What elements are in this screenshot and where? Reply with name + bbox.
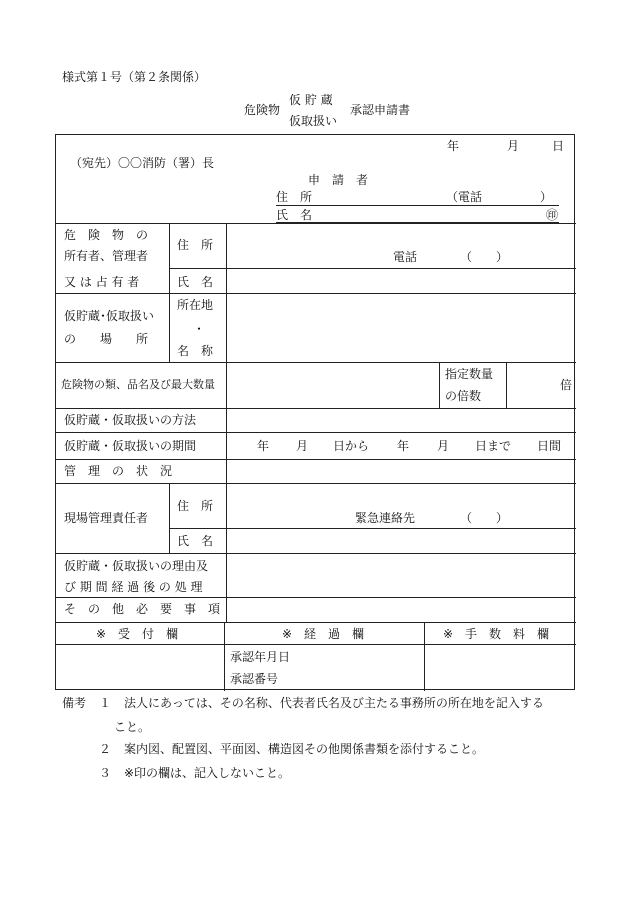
quantity-label: 危険物の類、品名及び最大数量: [61, 378, 215, 391]
method-field[interactable]: [227, 409, 575, 431]
note-1-text-cont: こと。: [114, 720, 151, 734]
title-option-handling: 仮取扱い: [289, 114, 338, 128]
applicant-name-label: 氏 名: [276, 208, 313, 222]
note-2-text: 案内図、配置図、平面図、構造図その他関係書類を添付すること。: [124, 742, 485, 756]
supervisor-name-label: 氏 名: [177, 534, 214, 548]
approval-date-label: 承認年月日: [230, 650, 291, 664]
owner-label-line2: 所有者、管理者: [64, 249, 149, 263]
management-label: 管 理 の 状 況: [64, 464, 173, 478]
supervisor-label: 現場管理責任者: [64, 511, 149, 525]
fee-heading: ※ 手 数 料 欄: [443, 627, 550, 641]
place-dot-label: ・: [193, 322, 206, 336]
supervisor-contact-parens: （ ）: [460, 511, 509, 525]
owner-address-field[interactable]: [227, 224, 575, 267]
note-3-number: ３: [99, 766, 112, 780]
quantity-field[interactable]: [227, 363, 438, 407]
date-day: 日: [552, 139, 565, 153]
management-field[interactable]: [227, 460, 575, 482]
reason-label-line2: び 期 間 経 過 後 の 処 理: [64, 580, 203, 594]
applicant-phone-label: （電話: [446, 190, 483, 204]
period-to-year: 年: [397, 439, 410, 453]
applicant-name-underline[interactable]: [276, 222, 559, 223]
note-3-text: ※印の欄は、記入しないこと。: [124, 766, 291, 780]
reason-field[interactable]: [227, 554, 575, 596]
owner-phone-label: 電話: [393, 250, 418, 264]
period-label: 仮貯蔵・仮取扱いの期間: [64, 439, 197, 453]
applicant-phone-close: ）: [540, 190, 553, 204]
multiple-field[interactable]: [507, 363, 552, 407]
place-location-label: 所在地: [177, 298, 214, 312]
quantity-multiple-line2: の倍数: [445, 389, 482, 403]
title-suffix: 承認申請書: [350, 103, 411, 117]
note-2-number: ２: [99, 742, 112, 756]
other-field[interactable]: [227, 598, 575, 621]
reason-label-line1: 仮貯蔵・仮取扱いの理由及: [64, 559, 209, 573]
addressee: （宛先）〇〇消防（署）長: [70, 156, 215, 170]
date-month: 月: [507, 139, 520, 153]
supervisor-contact-label: 緊急連絡先: [355, 511, 416, 525]
place-field[interactable]: [227, 294, 575, 361]
notes-heading: 備考: [62, 696, 87, 710]
applicant-heading: 申 請 者: [308, 173, 369, 187]
note-1-number: １: [99, 696, 112, 710]
other-label: そ の 他 必 要 事 項: [64, 602, 221, 616]
supervisor-address-label: 住 所: [177, 499, 214, 513]
period-from-day: 日から: [333, 439, 370, 453]
supervisor-name-field[interactable]: [227, 529, 575, 552]
owner-label-line3: 又 は 占 有 者: [64, 275, 140, 289]
title-prefix: 危険物: [244, 103, 281, 117]
period-from-month: 月: [296, 439, 309, 453]
owner-address-label: 住 所: [177, 238, 214, 252]
owner-label-line1: 危 険 物 の: [64, 228, 149, 242]
applicant-seal: ㊞: [546, 208, 559, 222]
applicant-address-underline[interactable]: [276, 205, 559, 206]
method-label: 仮貯蔵・仮取扱いの方法: [64, 413, 197, 427]
owner-name-label: 氏 名: [177, 275, 214, 289]
note-1-text: 法人にあっては、その名称、代表者氏名及び主たる事務所の所在地を記入する: [124, 696, 544, 710]
quantity-unit: 倍: [560, 378, 573, 392]
owner-name-field[interactable]: [227, 269, 575, 292]
period-days: 日間: [537, 439, 562, 453]
place-label-line1: 仮貯蔵･仮取扱い: [64, 309, 155, 323]
quantity-multiple-line1: 指定数量: [445, 367, 494, 381]
date-year: 年: [447, 139, 460, 153]
reception-heading: ※ 受 付 欄: [96, 627, 179, 641]
period-to-day: 日まで: [475, 439, 512, 453]
period-to-month: 月: [437, 439, 450, 453]
owner-phone-parens: （ ）: [460, 250, 509, 264]
place-label-line2: の 場 所: [64, 332, 149, 346]
applicant-address-label: 住 所: [276, 190, 313, 204]
form-number: 様式第１号（第２条関係）: [62, 70, 207, 84]
application-form-table: [55, 134, 575, 690]
approval-number-label: 承認番号: [230, 672, 279, 686]
place-name-label: 名 称: [177, 344, 214, 358]
title-option-storage: 仮 貯 蔵: [289, 93, 333, 107]
progress-heading: ※ 経 過 欄: [282, 627, 365, 641]
period-from-year: 年: [257, 439, 270, 453]
supervisor-address-field[interactable]: [227, 484, 575, 527]
